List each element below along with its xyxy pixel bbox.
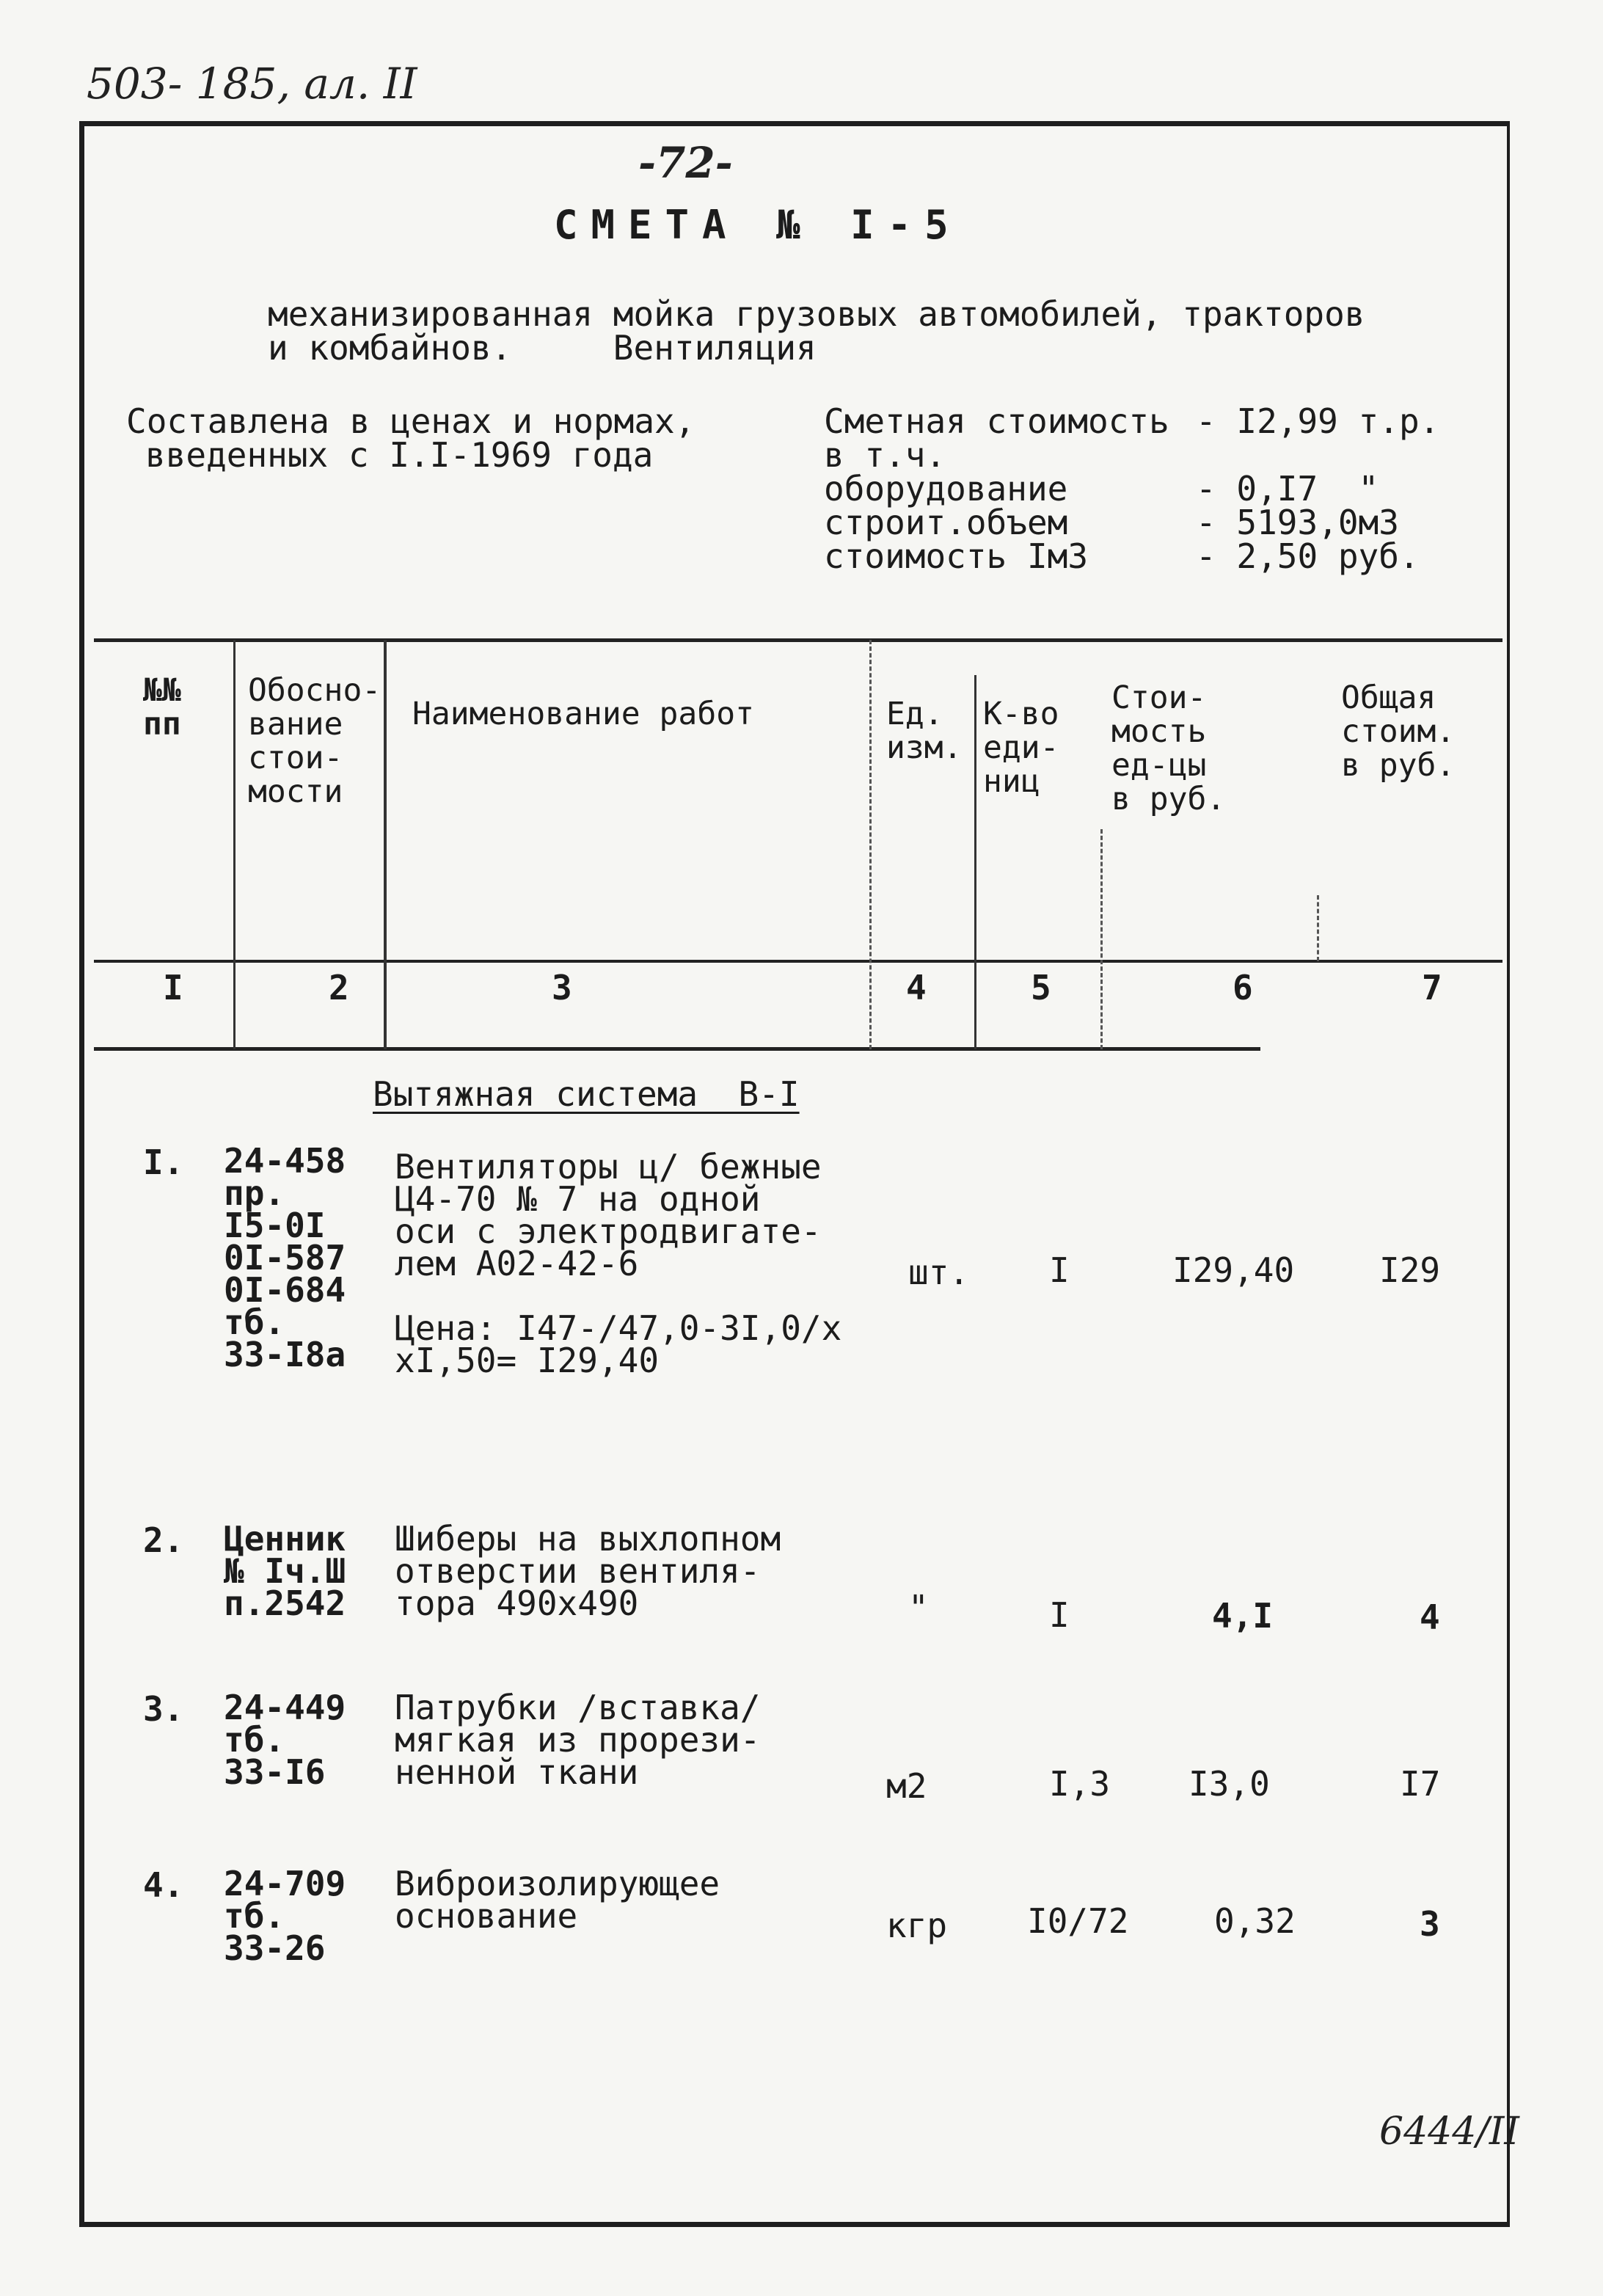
row-unit: м2 <box>886 1766 927 1806</box>
header-quantity: К-во еди- ниц <box>983 696 1059 800</box>
volume-label: строит.объем <box>824 503 1068 542</box>
equipment-label: оборудование <box>824 469 1068 509</box>
cost-label: Сметная стоимость <box>824 401 1169 441</box>
col-divider-1 <box>233 640 235 1049</box>
col-number-3: 3 <box>552 968 572 1007</box>
row-total: 3 <box>1420 1904 1440 1944</box>
header-basis: Обосно- вание стои- мости <box>248 672 381 810</box>
cost-value: - I2,99 т.р. <box>1196 401 1440 441</box>
incl-label: в т.ч. <box>824 435 946 475</box>
table-header-bottom-rule <box>94 1047 1260 1051</box>
row-number: 2. <box>143 1520 184 1560</box>
row-quantity: I,3 <box>1049 1764 1111 1804</box>
unit-cost-value: - 2,50 руб. <box>1196 536 1420 576</box>
row-unit-price: I29,40 <box>1172 1250 1295 1290</box>
col-number-7: 7 <box>1422 968 1442 1007</box>
col-number-4: 4 <box>906 968 927 1007</box>
row-basis: 24-449 тб. 33-I6 <box>224 1688 346 1792</box>
row-number: 4. <box>143 1865 184 1905</box>
col-number-1: I <box>163 968 183 1007</box>
row-number: 3. <box>143 1689 184 1729</box>
equipment-value: - 0,I7 " <box>1196 469 1379 509</box>
row-total: I7 <box>1400 1764 1441 1804</box>
row-number: I. <box>143 1142 184 1182</box>
page-number: -72- <box>638 138 733 188</box>
row-work-name: Вентиляторы ц/ бежные Ц4-70 № 7 на одной оси с электродвигате- лем А02-42-6 Цена: I47-/47,0-3I,0/х хI,50= I29,40 <box>395 1147 842 1380</box>
table-top-rule <box>94 638 1502 642</box>
row-unit-price: I3,0 <box>1188 1764 1270 1804</box>
row-work-name: Патрубки /вставка/ мягкая из прорези- ненной ткани <box>395 1688 761 1792</box>
corner-note: 503- 185, ал. II <box>87 59 417 109</box>
row-quantity: I <box>1049 1595 1070 1635</box>
row-basis: 24-709 тб. 33-26 <box>224 1864 346 1968</box>
estimate-title: СМЕТА № I-5 <box>554 202 962 248</box>
volume-value: - 5193,0м3 <box>1196 503 1399 542</box>
row-unit: кгр <box>886 1906 948 1945</box>
row-basis: Ценник № Iч.Ш п.2542 <box>224 1519 346 1623</box>
row-total: I29 <box>1379 1250 1441 1290</box>
header-unit: Ед. изм. <box>886 696 963 766</box>
row-unit-price: 0,32 <box>1214 1901 1296 1941</box>
subtitle-line-1: механизированная мойка грузовых автомобилей, тракторов <box>268 294 1365 334</box>
table-column-number-rule <box>94 960 1502 963</box>
header-total: Общая стоим. в руб. <box>1341 679 1456 784</box>
row-unit-price: 4,I <box>1212 1596 1274 1636</box>
unit-cost-label: стоимость Iм3 <box>824 536 1089 576</box>
prices-basis-line-2: введенных с I.I-1969 года <box>145 435 654 475</box>
prices-basis-line-1: Составлена в ценах и нормах, <box>126 401 695 441</box>
row-basis: 24-458 пр. I5-0I 0I-587 0I-684 тб. 33-I8а <box>224 1141 346 1374</box>
col-divider-5 <box>1100 829 1103 1049</box>
header-work-name: Наименование работ <box>412 696 754 732</box>
row-unit: " <box>908 1588 929 1628</box>
col-divider-4 <box>974 675 976 1049</box>
row-work-name: Виброизолирующее основание <box>395 1864 720 1936</box>
row-unit: шт. <box>908 1253 970 1292</box>
col-number-2: 2 <box>329 968 349 1007</box>
col-number-6: 6 <box>1233 968 1253 1007</box>
header-row-number: №№ пп <box>143 672 181 743</box>
footer-note: 6444/II <box>1379 2110 1519 2154</box>
row-total: 4 <box>1420 1597 1440 1637</box>
section-title: Вытяжная система В-I <box>373 1074 800 1114</box>
col-divider-2 <box>384 640 387 1049</box>
subtitle-line-2: и комбайнов. Вентиляция <box>268 328 817 368</box>
col-divider-3 <box>869 640 872 1049</box>
header-unit-price: Стои- мость ед-цы в руб. <box>1111 679 1226 817</box>
col-number-5: 5 <box>1031 968 1051 1007</box>
row-work-name: Шиберы на выхлопном отверстии вентиля- тора 490х490 <box>395 1519 781 1623</box>
row-quantity: I0/72 <box>1027 1901 1129 1941</box>
row-quantity: I <box>1049 1250 1070 1290</box>
col-divider-6 <box>1317 895 1319 961</box>
